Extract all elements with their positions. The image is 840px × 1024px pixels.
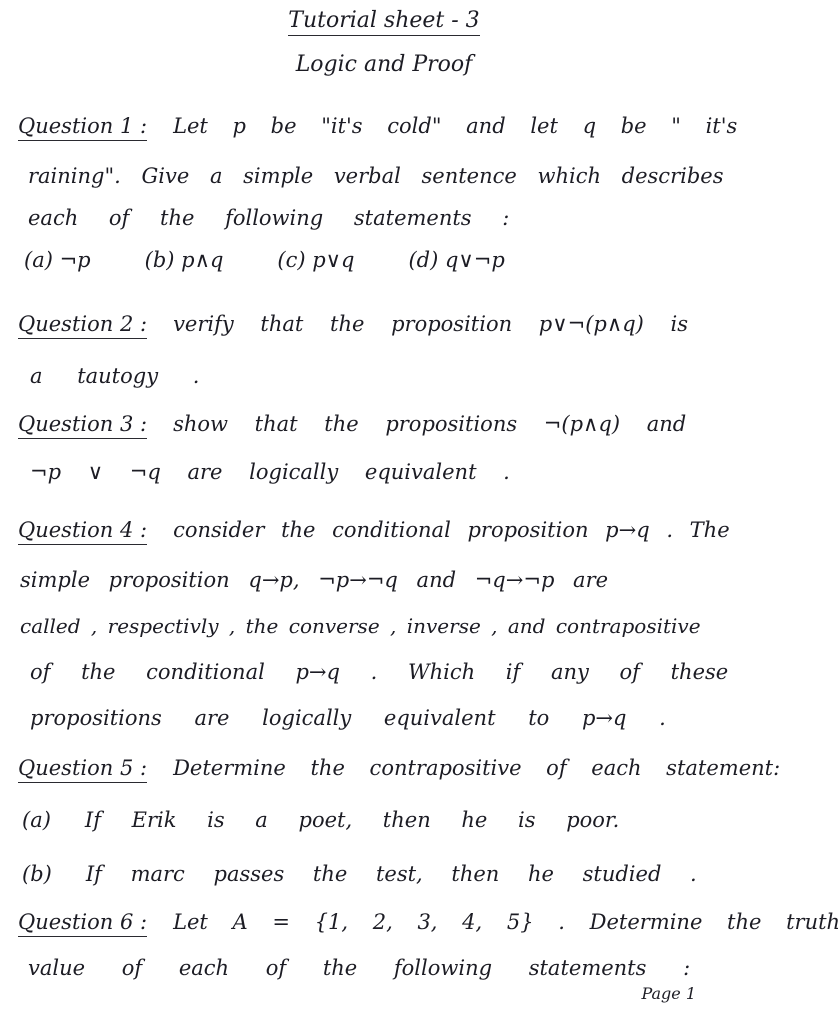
question-6-label: Question 6 : bbox=[18, 910, 147, 937]
q6-line-1 bbox=[18, 910, 840, 937]
question-4-label: Question 4 : bbox=[18, 518, 147, 545]
sheet-subtitle: Logic and Proof bbox=[295, 52, 473, 77]
q4-line-1 bbox=[18, 518, 746, 545]
sheet-title-text: Tutorial sheet - 3 bbox=[288, 8, 479, 36]
q3-text-2: ¬p ∨ ¬q are logically equivalent . bbox=[30, 460, 510, 484]
q6-text-2: value of each of the following statements : bbox=[28, 956, 691, 980]
q4-line-3 bbox=[20, 614, 746, 638]
q4-line-2 bbox=[20, 568, 746, 592]
q2-text-2: a tautogy . bbox=[30, 364, 200, 388]
q5-text-1: Determine the contrapositive of each statement: bbox=[173, 756, 781, 780]
q1-options bbox=[24, 248, 746, 272]
q1-option-d: (d) q∨¬p bbox=[408, 248, 505, 272]
q5-option-a-label: (a) bbox=[22, 808, 51, 832]
q4-line-4 bbox=[30, 660, 746, 684]
q6-line-2 bbox=[28, 956, 746, 980]
q5-option-b bbox=[22, 862, 746, 886]
q5-option-b-text: If marc passes the test, then he studied . bbox=[85, 862, 697, 886]
q2-line-2 bbox=[30, 364, 746, 388]
q5-option-a bbox=[22, 808, 746, 832]
q5-line-1 bbox=[18, 756, 781, 783]
q2-line-1 bbox=[18, 312, 746, 339]
q1-line-1 bbox=[18, 114, 746, 141]
q1-line-2 bbox=[28, 164, 746, 188]
q4-line-5 bbox=[30, 706, 746, 730]
q1-text-1: Let p be "it's cold" and let q be " it's bbox=[173, 114, 738, 138]
q4-text-4: of the conditional p→q . Which if any of these bbox=[30, 660, 729, 684]
q2-text-1: verify that the proposition p∨¬(p∧q) is bbox=[173, 312, 689, 336]
q4-text-5: propositions are logically equivalent to p→q . bbox=[30, 706, 666, 730]
q1-text-3: each of the following statements : bbox=[28, 206, 510, 230]
q4-text-1: consider the conditional proposition p→q . The bbox=[173, 518, 730, 542]
q3-line-2 bbox=[30, 460, 746, 484]
q5-option-a-text: If Erik is a poet, then he is poor. bbox=[84, 808, 620, 832]
q4-text-2: simple proposition q→p, ¬p→¬q and ¬q→¬p are bbox=[20, 568, 609, 592]
q3-line-1 bbox=[18, 412, 746, 439]
question-3-label: Question 3 : bbox=[18, 412, 147, 439]
q1-line-3 bbox=[28, 206, 746, 230]
q1-option-c: (c) p∨q bbox=[277, 248, 355, 272]
q5-option-b-label: (b) bbox=[22, 862, 52, 886]
q1-option-a: (a) ¬p bbox=[24, 248, 91, 272]
question-5-label: Question 5 : bbox=[18, 756, 147, 783]
q6-text-1: Let A = {1, 2, 3, 4, 5} . Determine the truth bbox=[173, 910, 840, 934]
sheet-title bbox=[0, 8, 768, 33]
question-1-label: Question 1 : bbox=[18, 114, 147, 141]
page-number: Page 1 bbox=[641, 984, 696, 1003]
q4-text-3: called , respectivly , the converse , inverse , and contrapositive bbox=[20, 614, 701, 638]
q1-option-b: (b) p∧q bbox=[144, 248, 224, 272]
q1-text-2: raining". Give a simple verbal sentence which describes bbox=[28, 164, 724, 188]
question-2-label: Question 2 : bbox=[18, 312, 147, 339]
q3-text-1: show that the propositions ¬(p∧q) and bbox=[173, 412, 687, 436]
